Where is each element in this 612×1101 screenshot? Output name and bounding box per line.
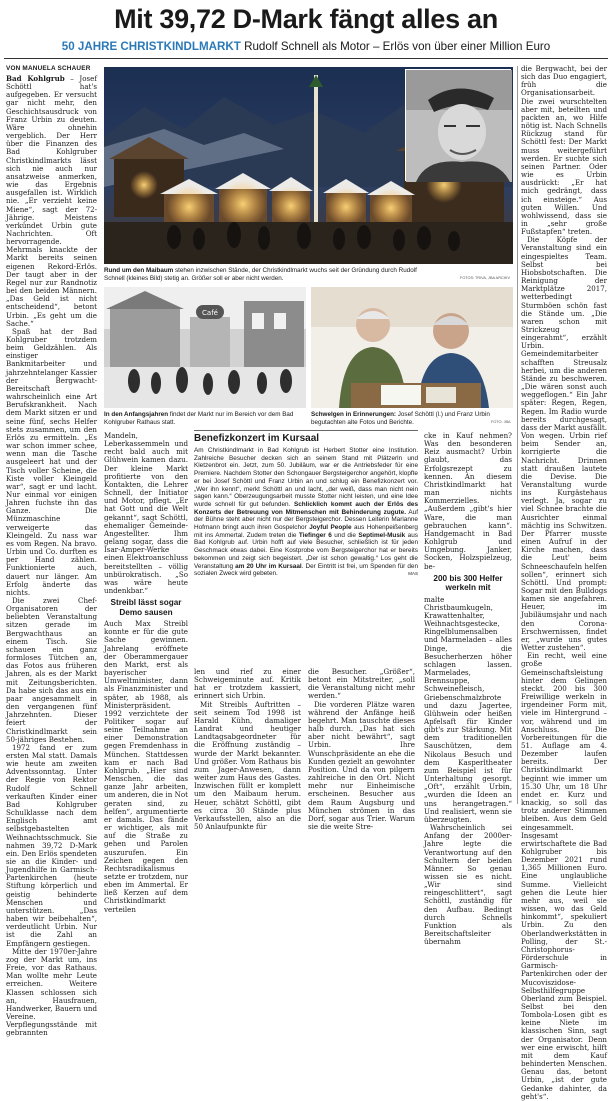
portrait-illustration [406,70,512,182]
column-1 [6,74,97,1038]
historic-illustration [104,287,306,408]
column-3 [194,667,301,831]
column-6 [521,64,607,1101]
col2-para-1: Mandeln, Leberkassemmeln und recht bald auch mit Glühwein kamen dazu. Der kleine Markt profitierte von den Kontakten, die Lehrer Schnell, der Initiator und Motor, pflegt. „Er hat Gott und die Welt gekannt“, sagt Schöttl, ehemaliger Gemeinde-Angestellter. Ihm gelang sogar, dass die Isar-Amper-Werke einen Elektroanschluss bereitstellten – völlig unbürokratisch. „So was wäre heute undenkbar.“ [104,431,188,595]
col6-para-1: die Bergwacht, bei der sich das Duo engagiert, früh die Organisationsarbeit. Die zwei wurschtelten aber mit, beteilten und packten an, wo Hilfe nötig ist. Nach Schnells Rückzug stand für Schöttl fest: Der Markt muss weitergeführt werden. Er suchte sich seinen Partner. Oder wie es Urbin ausdrückt: „Er hat mich gedrängt, dass ich einsteige.“ Aus guten Willen. Und wohlwissend, dass sie in „sehr große Fußstapfen“ treten. [521,64,607,237]
col4-para-1: die Besucher. „Größer“, betont ein Mitstreiter, „soll die Veranstaltung nicht mehr werden.“ [308,667,415,701]
historic-photo-caption: In den Anfangsjahren findet der Markt nur im Bereich vor dem Bad Kohlgruber Rathaus statt. [104,411,294,426]
col3-para-1: len und rief zu einer Schweigeminute auf. Kritik hat er trotzdem kassiert, erinnert sich Urbin. [194,667,301,701]
headline-rule [4,58,608,59]
column-divider [517,66,518,804]
kicker: 50 JAHRE CHRISTKINDLMARKT [61,40,241,53]
page-subtitle [0,40,612,53]
main-photo-caption: Rund um den Maibaum stehen inzwischen Stände, der Christkindlmarkt wuchs seit der Gründung durch Rudolf Schnell (kleines Bild) stetig an. Größer soll er aber nicht werden. [104,267,417,282]
box-title: Benefizkonzert im Kursaal [194,433,320,444]
subtitle-text: Rudolf Schnell als Motor – Erlös von über einer Million Euro [244,40,551,53]
byline: VON MANUELA SCHAUER [6,65,91,72]
col2-para-2: Auch Max Streibl konnte er für die gute Sache gewinnen. Jahrelang eröffnete der Oberammergauer den Markt, erst als bayerischer Umweltminister, dann als Finanzminister und später, ab 1988, als Ministerpräsident. 1992 verzichtete der Politiker sogar auf seine Teilnahme an einer Demonstration gegen Fremdenhass in München. Stattdessen kam er nach Bad Kohlgrub. „Hier sind Menschen, die das ganze Jahr arbeiten, um anderen, die in Not geraten sind, zu helfen“, argumentierte er damals. Das fände er wichtiger, als mit auf die Straße zu gehen und Parolen auszurufen. Ein Zeichen gegen den Rechtsradikalismus setzte er trotzdem, nur eben im Ammertal. Er ließ Kerzen auf dem Christkindlmarkt verteilen [104,619,188,914]
organizers-photo [311,287,513,408]
col5-para-2: malte Christbaumkugeln, Krawattenhalter, Weihnachtsgestecke, Ringelblumensalben und Marmeladen – alles Dinge, die Besucherherzen höher schlagen lassen. Marmelades, Brennsuppe, Schweinefleisch, Griebenschmalzbrote und dazu Jagertee, Glühwein oder heißen Apfelsaft für Kinder gibt's zur Stärkung. Mit dem traditionellen Sauschützen, dem Nikolaus Besuch und dem Kasperltheater zum Beispiel ist für Unterhaltung gesorgt. „Oft“, erzählt Urbin, „wurden die Ideen an uns herangetragen.“ Und realisiert, wenn sie überzeugten. [424,594,512,824]
col6-para-3: Ein recht, weil eine große Gemeinschaftsleistung hinter dem Gelingen steckt. 200 bis 300 Freiwillige werkeln in irgendeiner Form mit, viele im Hintergrund – vor, während und im Anschluss. Die Vorbereitungen für die 51. Auflage am 4. Dezember laufen bereits. Der Christkindlmarkt beginnt wie immer um 15.30 Uhr, um 18 Uhr endet er. Kurz und knackig, so soll das trotz anderer Stimmen bleiben. Aus dem Geld eingesammelt. Insgesamt erwirtschaftete die Bad Kohlgruber bis Dezember 2021 rund 1,365 Millionen Euro. Eine unglaubliche Summe. Vielleicht gehen die Leute hier mehr aus, weil sie wissen, wo das Geld hinkommt“, spekuliert Urbin. Zu den Oberlandwerkstätten in Polling, der St.-Christophorus-Förderschule in Garmisch-Partenkirchen oder der Mucoviszidose-Selbsthilfegruppe Oberland zum Beispiel. Selbst bei den Tombola-Losen gibt es keine Niete im klassischen Sinn, sagt der Organisator. Denn wer eine erwischt, hilft mit dem Kauf behinderten Menschen. Genau das, betont Urbin, „ist der gute Gedanke dahinter, da geht's“. [521,651,607,1101]
col5-para-1: cke in Kauf nehmen? Was den besonderen Reiz ausmacht? Urbin glaubt, das Erfolgsrezept zu kennen. An diesem Christkindlmarkt hat man nichts Kommerzielles. „Außerdem „gibt's hier Ware, die man gebrauchen kann“. Handgemacht in Bad Kohlgrub und Umgebung. Janker, Socken, Holzspielzeug, be- [424,431,512,571]
col2-subhead: Streibl lässt sogar Demo sausen [110,598,182,617]
col1-para-3: Die zwei Chef-Organisatoren der beliebten Veranstaltung sitzen gerade im Bergwachthaus an einem Tisch. Sie schauen ein ganz formloses Tütchen an, das Fotos aus früheren Jahren, als es der Markt mit Zeitungsberichten. Da habe sich das aus ein paar angesammelt in den vergangenen fünf Jahrzehnten. Dieser feiert der Christkindlmarkt sein 50-jähriges Bestehen. [6,596,97,744]
box-signature: MAS [408,571,418,577]
column-2 [104,431,188,914]
column-5 [424,431,512,947]
organizers-illustration [311,287,513,408]
col1-para-4: 1972 fand er zum ersten Mal statt. Damals wie heute am zweiten Adventssonntag. Unter der Regie von Rektor Rudolf Schnell verkauften Kinder einer Bad Kohlgruber Schulklasse nach dem Englisch amt selbstgebastelten Weihnachtsschmuck. Sie nahmen 39,72 D-Mark ein. Den Erlös spendeten sie an die Kinder- und Jugendhilfe in Garmisch-Partenkirchen (heute Stiftung körperlich und geistig behinderte Menschen und unterstützen. „Das haben wir beibehalten“, verdeutlicht Urbin. Nur ist die Zahl an Empfängern gestiegen. [6,742,97,948]
organizers-photo-caption: Schwelgen in Erinnerungen: Josef Schöttl (l.) und Franz Urbin begutachten alte Fotos und Berichte. [311,411,490,426]
col4-para-2: Die vorderen Plätze waren während der Anfänge heiß begehrt. Man tauschte dieses halb durch. „Das hat sich aber nicht bewährt“, sagt Urbin. Ihre Wunschpräsidente an ehe die Kunden gezielt an gewohnter Position. Und da von pilgern zahlreiche in den Ort. Nicht mehr nur Einheimische erscheinen. Besucher aus dem Raum Augsburg und München strömen in das Dorf, sogar aus Trier. Warum sie die weite Stre- [308,699,415,831]
page-headline: Mit 39,72 D-Mark fängt alles an [114,4,498,34]
col6-para-2: Die Köpfe der Veranstaltung sind ein eingespieltes Team. Selbst bei Hiobsbotschaften. Die Reinigung der Marktplätze 2017, wetterbedingt Sturmböen schön fast die Stände um. „Die waren schon mit Strickzeug eingerahmt“, erzählt Urbin. Gemeindemitarbeiter schafften Streusalz herbei, um die anderen Stände zu beschweren. „Die wären sonst auch weggeflogen.“ Ein Jahr später: Regen, Regen, Regen. Im Radio wurde bereits durchgesagt, dass der Markt ausfällt. Von wegen. Urbin rief beim Sender an, korrigierte die Nachricht. Drinnen statt draußen lautete die Devise. Die Veranstaltung wurde ins Kurgästehaus verlegt. Ja, sogar zu viel Schnee brachte die Ausrichter einmal mächtig ins Schwitzen. Der Pfarrer musste einen Aufruf in der Kirche machen, dass die Leut' beim Schneeschaufeln helfen sollen“, erinnert sich Schöttl. Und prompt: Sogar mit den Bulldogs kamen sie angefahren. Heuer, im Jubiläumsjahr und nach den Corona-Erschwernissen, findet er, „wurde uns gutes Wetter zustehen“. [521,235,607,653]
col1-para-1: Bad Kohlgrub – Josef Schöttl hat's aufgegeben. Er versucht gar nicht mehr, den Geschichtsausdruck von Franz Urbin zu deuten. Wäre ohnehin vergeblich. Der Herr über die Finanzen des Bad Kohlgruber Christkindlmarkts lässt sich nie auch nur ansatzweise anmerken, wie das Ergebnis ausgefallen ist. Wirklich nie. „Er verzieht keine Miene“, sagt der 72-Jährige. Meistens verkündet Urbin gute Nachrichten. Oft hervorragende. Mehrmals knackte der Markt bereits seinen eigenen Rekord-Erlös. Der taugt aber in der Regel nur zur Randnotiz bei den beiden Männern. „Das Geld ist nicht entscheidend“, betont Urbin. „Es geht um die Sache.“ [6,74,97,328]
benefit-concert-box [194,430,418,664]
col3-para-2: Mit Streibls Auftritten – seit seinem Tod 1998 ist Harald Kühn, damaliger Landrat und heutiger Landtagsabgeordneter für die Eröffnung zuständig – wurde der Markt bekannter. Und größer. Vom Rathaus bis zum Jager-Anwesen, dann weiter zum Haus des Gastes. Inzwischen füllt er komplett um den Maibaum herum. Heuer, schätzt Schöttl, gibt es circa 30 Stände plus Verkaufsstellen, also an die 50 Anlaufpunkte für [194,699,301,831]
organizers-photo-credit: FOTO: JBA [491,420,511,424]
col1-para-2: Spaß hat der Bad Kohlgruber trotzdem beim Geldzählen. Als einstiger Bankmitarbeiter und jahrzehntelanger Kassier der Bergwacht-Bereitschaft wahrscheinlich eine Art Berufskrankheit. Nach dem Markt sitzen er und seine fünf, sechs Helfer stets zusammen, um den Erlös zu ermitteln. „Es war schon immer schee, wenn man die Tasche ausgeleert hat und der Tisch voller Scheine, die Kiste voller Kleingeld war“, sagt er und lacht. Nur einmal vor einigen Jahren fuchste ihn das Ganze. Die Münzmaschine verweigerte das Kleingeld. Zu nass war es vom Regen. Na bravo. Urbin und Co. durften es per Hand zählen. Funktionierte auch, dauert nur länger. Am Erfolg änderte das nichts. [6,326,97,597]
box-text: Am Christkindlmarkt in Bad Kohlgrub ist Herbert Stotter eine Institution. Zahlreiche Besucher decken sich an seinem Stand mit Plätzerln und Kletzenbrot ein. Jetzt, zum 50. Jubiläum, war er die Antriebsfeder für eine Premiere. Nachdem Stotter den Schongauer Bergsteigerchor angehört, klopfte er bei Josef Schöttl und Franz Urbin an und schlug ein Benefizkonzert vor. „Wer ihn kennt“, merkt Schöttl an und lacht, „der weiß, dass man nicht nein sagen kann.“ Oberzeugungsarbeit musste Stotter nicht leisten, und eine Idee wurde schnell für gut befunden. Schlicklich kommt auch der Erlös des Konzerts der Betreuung von Mitmenschen mit Behinderung zugute. Auf der Bühne steht aber nicht nur der Bergsteigerchor. Dessen Leiterin Marianne Hofmann bringt auch ihren Gospelchor Joyful People aus Hohenpeißenberg mit ins Ammertal. Zudem treten die Tiefinger 6 und die Septimel-Musik aus Bad Kohlgrub auf. Urbin hofft auf viele Besucher, schließlich ist für jeden Geschmack etwas dabei. Eine Kostprobe vom Bergsteigerchor hat er bereits bekommen und zeigt sich begeistert. „Der ist schon gewaltig.“ Los geht die Veranstaltung am 20 Uhr im Kursaal. Der Eintritt ist frei, um Spenden für den sozialen Zweck wird gebeten. MAS [194,447,418,578]
historic-market-photo [104,287,306,408]
inset-portrait-photo [405,69,511,181]
main-photo-credit: FOTOS: TRIVA, JBA ARCHIV [460,276,511,280]
col5-subhead: 200 bis 300 Helfer werkeln mit [433,573,503,593]
col5-para-3: Wahrscheinlich sei Anfang der 2000er-Jahre legte die Verantwortung auf den Schultern der beiden Männer. So genau wissen sie es nicht. „Wir sind reingeschlittert“, sagt Schöttl, zuständig für den Aufbau. Bedingt durch Schnells Funktion als Bereitschaftsleiter übernahm [424,823,512,947]
dateline: Bad Kohlgrub [6,74,65,83]
col1-para-5: Mitte der 1970er-Jahre zog der Markt um, ins Freie, vor das Rathaus. Man wollte mehr Leute erreichen. Weitere Klassen schlossen sich an, Hausfrauen, Handwerker, Bauern und Vereine. Verpflegungsstände mit gebrannten [6,946,97,1038]
cafe-sign: Café [202,309,218,317]
column-4 [308,667,415,831]
